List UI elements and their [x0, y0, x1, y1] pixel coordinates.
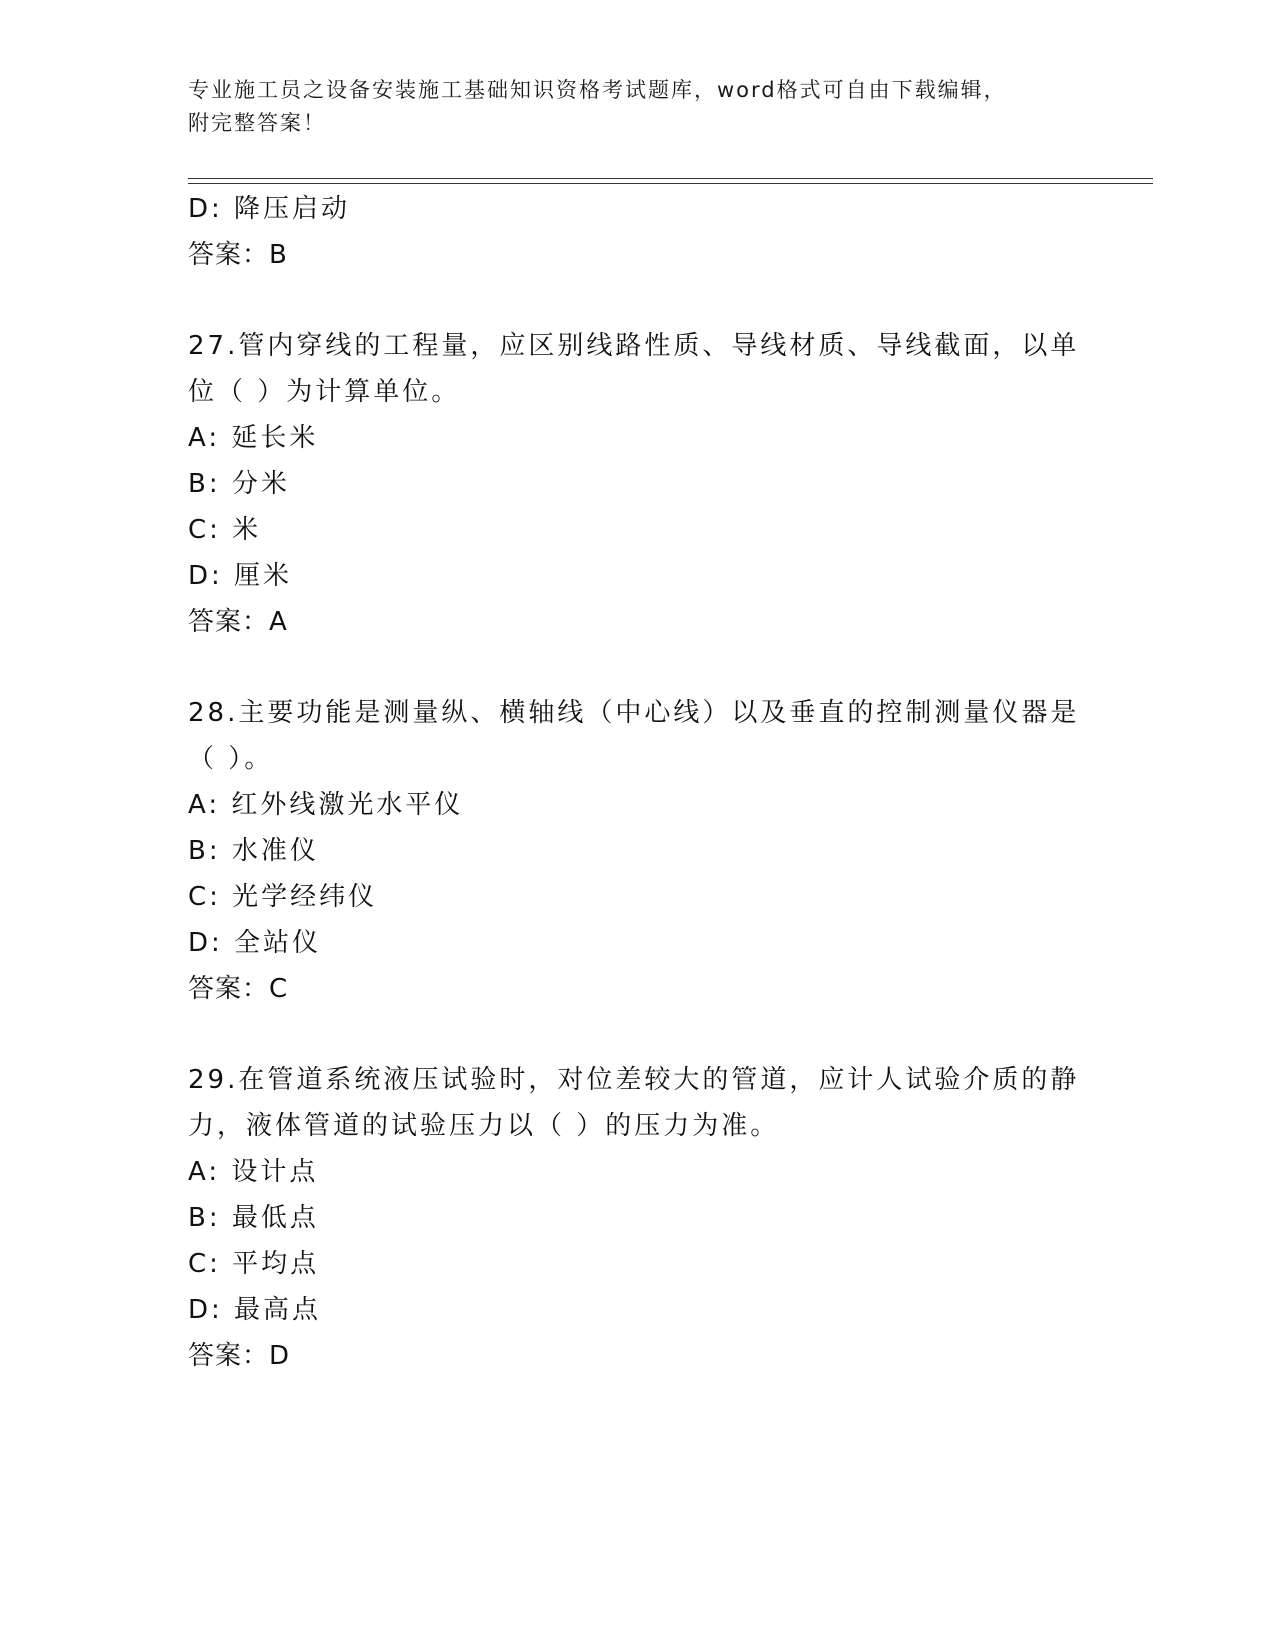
question-stem-line-2: 位（ ）为计算单位。: [188, 377, 461, 407]
spacer: [188, 1012, 1088, 1057]
header-divider-bottom: [188, 183, 1153, 184]
question-29: [188, 1057, 1088, 1379]
header-divider-top: [188, 178, 1153, 179]
spacer: [188, 278, 1088, 323]
prev-question-answer: 答案：B: [188, 240, 288, 270]
option-a: A: 设计点: [188, 1157, 319, 1187]
option-a: A: 红外线激光水平仪: [188, 790, 464, 820]
question-stem-line-2: （ ）。: [188, 744, 274, 774]
document-header: [188, 74, 1088, 140]
spacer: [188, 645, 1088, 690]
option-b: B: 分米: [188, 469, 290, 499]
question-27: [188, 323, 1088, 645]
option-d: D: 全站仪: [188, 928, 322, 958]
answer: 答案：D: [188, 1341, 291, 1371]
header-line-2: 附完整答案！: [188, 111, 326, 135]
question-28: [188, 690, 1088, 1012]
prev-question-option-d: D: 降压启动: [188, 194, 351, 224]
option-d: D: 最高点: [188, 1295, 322, 1325]
question-stem-line-2: 力，液体管道的试验压力以（ ）的压力为准。: [188, 1111, 780, 1141]
answer: 答案：C: [188, 974, 289, 1004]
option-a: A: 延长米: [188, 423, 319, 453]
option-c: C: 平均点: [188, 1249, 320, 1279]
question-stem-line-1: 28.主要功能是测量纵、横轴线（中心线）以及垂直的控制测量仪器是: [188, 698, 1080, 728]
option-c: C: 光学经纬仪: [188, 882, 378, 912]
question-stem-line-1: 27.管内穿线的工程量，应区别线路性质、导线材质、导线截面，以单: [188, 331, 1080, 361]
option-d: D: 厘米: [188, 561, 293, 591]
option-b: B: 水准仪: [188, 836, 319, 866]
answer: 答案：A: [188, 607, 288, 637]
question-stem-line-1: 29.在管道系统液压试验时，对位差较大的管道，应计人试验介质的静: [188, 1065, 1080, 1095]
option-c: C: 米: [188, 515, 262, 545]
header-line-1: 专业施工员之设备安装施工基础知识资格考试题库，word格式可自由下载编辑，: [188, 78, 1007, 102]
question-list: [188, 186, 1088, 1379]
option-b: B: 最低点: [188, 1203, 319, 1233]
